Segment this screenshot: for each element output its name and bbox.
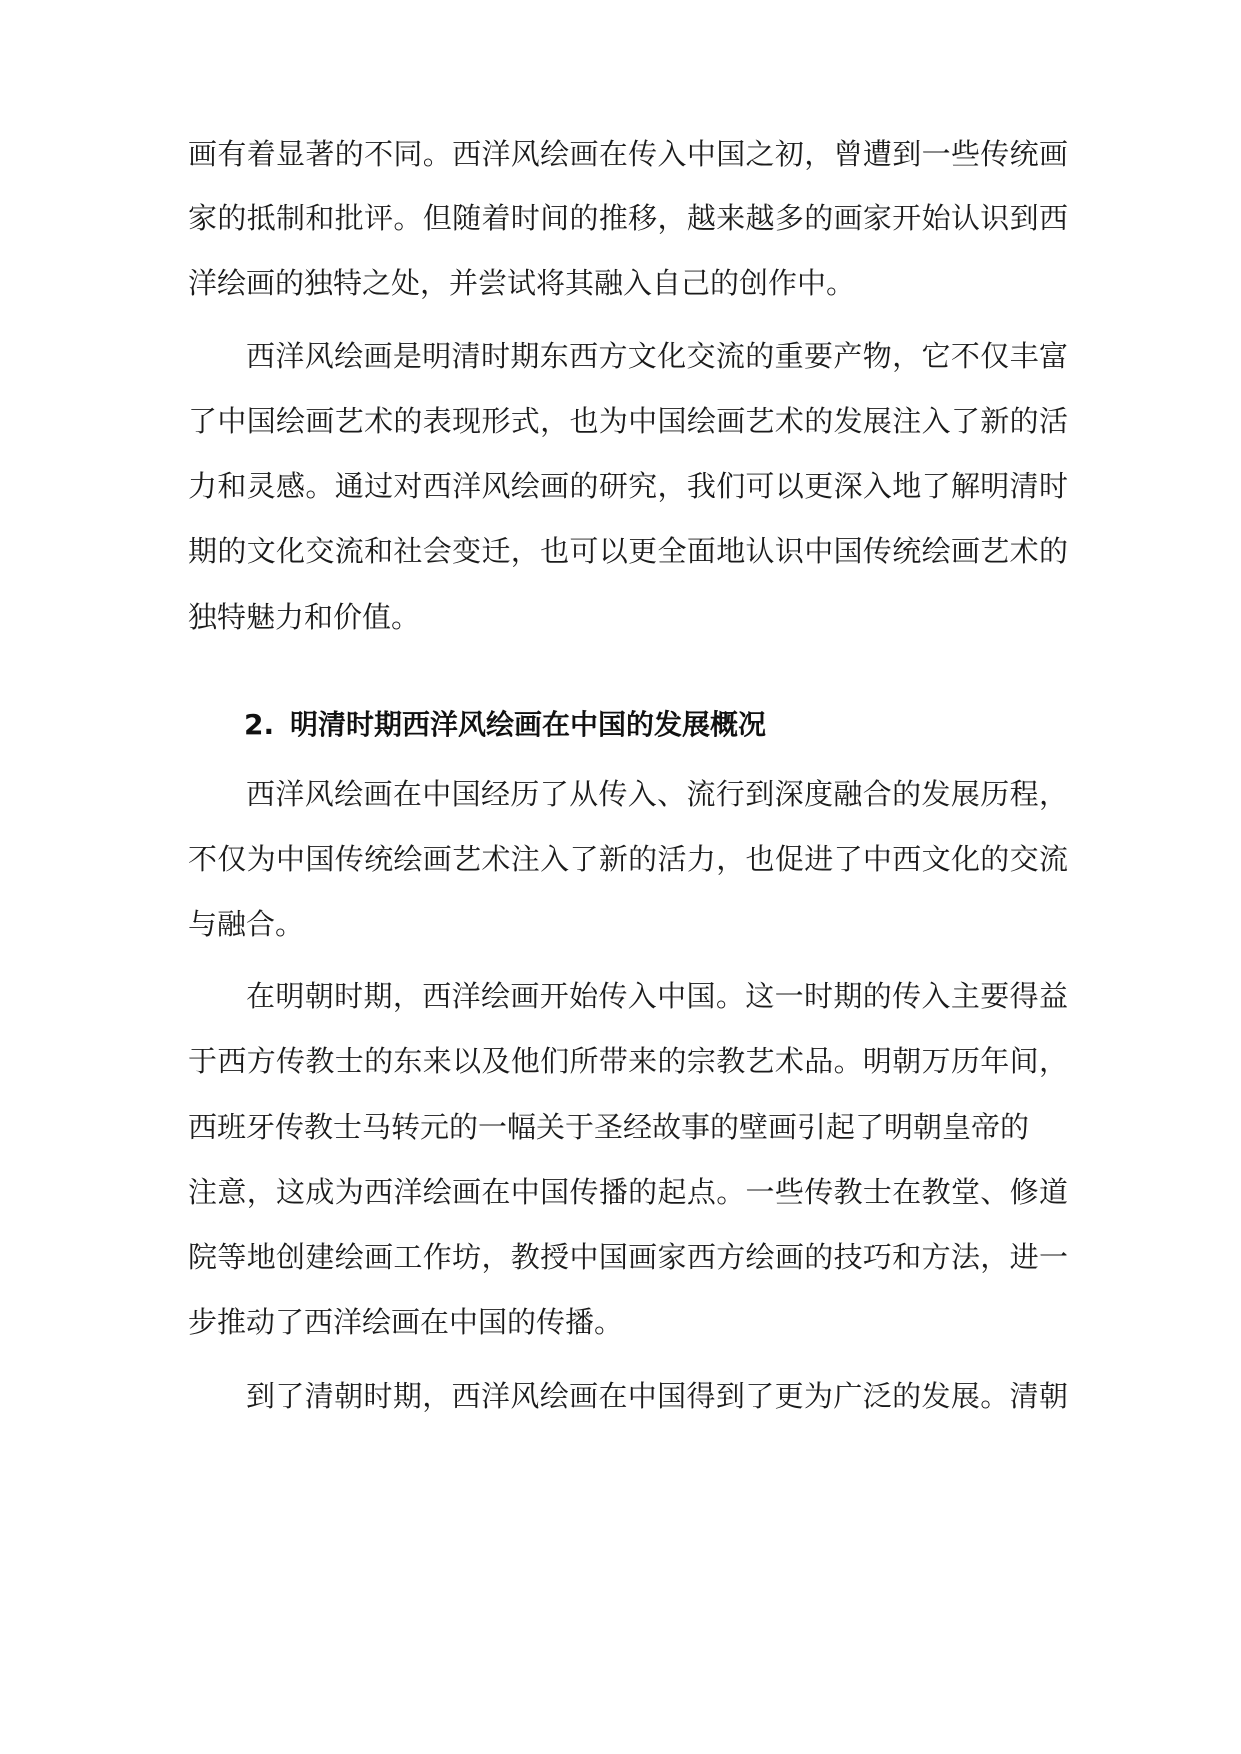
paragraph-2-line-1: 西洋风绘画是明清时期东西方文化交流的重要产物，它不仅丰富 [246, 339, 1068, 373]
paragraph-3-line-2: 不仅为中国传统绘画艺术注入了新的活力，也促进了中西文化的交流 [188, 842, 1068, 876]
paragraph-3-line-3: 与融合。 [188, 907, 305, 941]
paragraph-4-line-6: 步推动了西洋绘画在中国的传播。 [188, 1305, 624, 1339]
paragraph-4-line-5: 院等地创建绘画工作坊，教授中国画家西方绘画的技巧和方法，进一 [188, 1240, 1068, 1274]
section-heading-title: 明清时期西洋风绘画在中国的发展概况 [290, 708, 767, 741]
paragraph-2-line-5: 独特魅力和价值。 [188, 600, 421, 634]
paragraph-1-line-2: 家的抵制和批评。但随着时间的推移，越来越多的画家开始认识到西 [188, 201, 1068, 235]
section-heading [244, 706, 766, 744]
paragraph-4-line-4: 注意，这成为西洋绘画在中国传播的起点。一些传教士在教堂、修道 [188, 1175, 1068, 1209]
paragraph-2-line-4: 期的文化交流和社会变迁，也可以更全面地认识中国传统绘画艺术的 [188, 534, 1068, 568]
section-heading-number: 2. [244, 708, 275, 741]
paragraph-1-line-1: 画有着显著的不同。西洋风绘画在传入中国之初，曾遭到一些传统画 [188, 137, 1068, 171]
paragraph-4-line-1: 在明朝时期，西洋绘画开始传入中国。这一时期的传入主要得益 [246, 979, 1068, 1013]
paragraph-4-line-2: 于西方传教士的东来以及他们所带来的宗教艺术品。明朝万历年间， [188, 1044, 1068, 1078]
paragraph-2-line-3: 力和灵感。通过对西洋风绘画的研究，我们可以更深入地了解明清时 [188, 469, 1068, 503]
paragraph-2-line-2: 了中国绘画艺术的表现形式，也为中国绘画艺术的发展注入了新的活 [188, 404, 1068, 438]
paragraph-3-line-1: 西洋风绘画在中国经历了从传入、流行到深度融合的发展历程， [246, 777, 1068, 811]
paragraph-1-line-3: 洋绘画的独特之处，并尝试将其融入自己的创作中。 [188, 266, 856, 300]
paragraph-5-line-1: 到了清朝时期，西洋风绘画在中国得到了更为广泛的发展。清朝 [246, 1379, 1068, 1413]
paragraph-4-line-3: 西班牙传教士马转元的一幅关于圣经故事的壁画引起了明朝皇帝的 [188, 1110, 1030, 1144]
